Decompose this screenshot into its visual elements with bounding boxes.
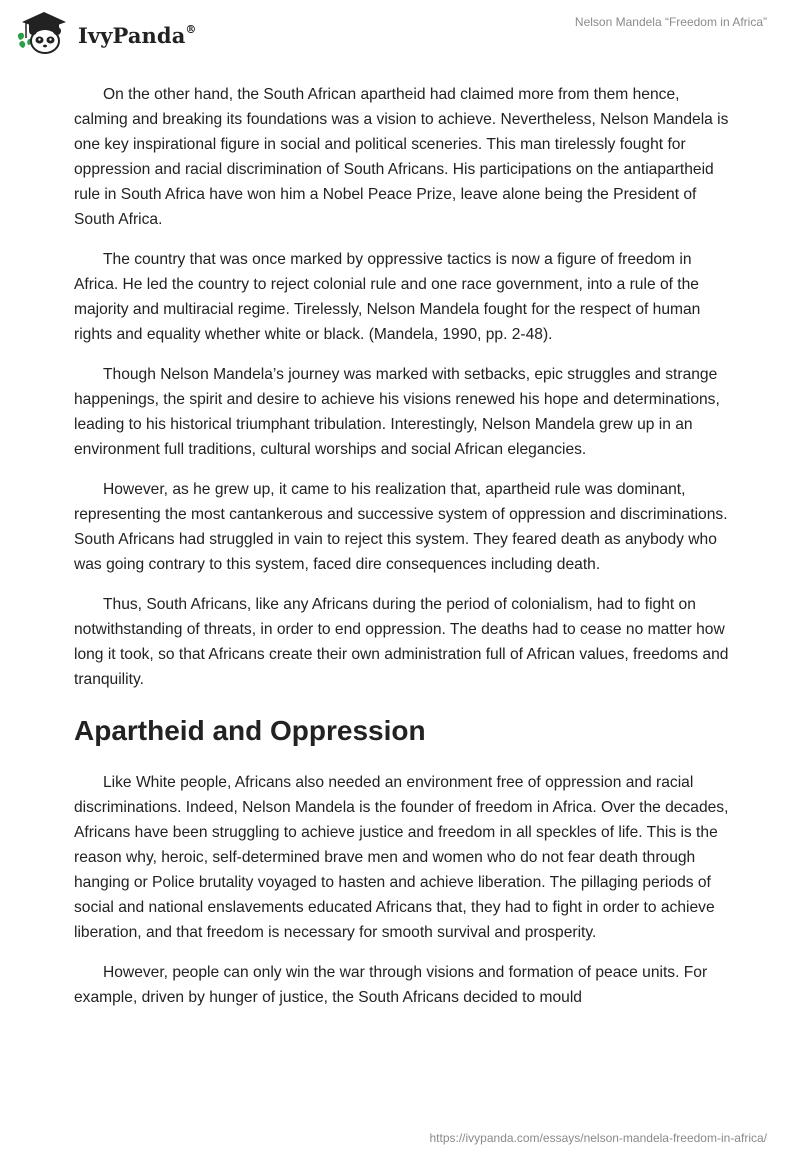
paragraph: Thus, South Africans, like any Africans during the period of colonialism, had to fight on notwithstanding of threats, in order to end oppression. The deaths had to cease no matter how long it took, so that Africans create their own administration full of African values, freedoms and tranquility. [74,596,729,688]
panda-graduate-icon [14,8,74,56]
paragraph: Though Nelson Mandela’s journey was marked with setbacks, epic struggles and strange happenings, the spirit and desire to achieve his visions renewed his hope and determinations, leading to his historical triumphant tribulation. Interestingly, Nelson Mandela grew up in an environment full traditions, cultural worships and social African elegancies. [74,366,720,458]
essay-body [74,82,734,1025]
ivypanda-logo[interactable] [14,8,197,56]
page-header [0,0,800,70]
brand-name: IvyPanda® [78,22,197,48]
paragraph: However, as he grew up, it came to his realization that, apartheid rule was dominant, representing the most cantankerous and successive system of oppression and discriminations. South Africans had struggled in vain to reject this system. They feared death as anybody who was going contrary to this system, faced dire consequences including death. [74,481,728,573]
source-url[interactable]: https://ivypanda.com/essays/nelson-mandela-freedom-in-africa/ [429,1131,767,1145]
paragraph: Like White people, Africans also needed an environment free of oppression and racial discriminations. Indeed, Nelson Mandela is the founder of freedom in Africa. Over the decades, Africans have been struggling to achieve justice and freedom in all speckles of life. This is the reason why, heroic, self-determined brave men and women who do not fear death through hanging or Police brutality voyaged to hasten and achieve liberation. The pillaging periods of social and national enslavements educated Africans that, they had to fight in order to achieve liberation, and that freedom is necessary for smooth survival and prosperity. [74,774,729,941]
paragraph: On the other hand, the South African apartheid had claimed more from them hence, calming and breaking its foundations was a vision to achieve. Nevertheless, Nelson Mandela is one key inspirational figure in social and political sceneries. This man tirelessly fought for oppression and racial discrimination of South Africans. His participations on the antiapartheid rule in South Africa have won him a Nobel Peace Prize, leave alone being the President of South Africa. [74,86,729,228]
paragraph: The country that was once marked by oppressive tactics is now a figure of freedom in Africa. He led the country to reject colonial rule and one race government, into a rule of the majority and multiracial regime. Tirelessly, Nelson Mandela fought for the respect of human rights and equality whether white or black. (Mandela, 1990, pp. 2-48). [74,251,701,343]
paragraph: However, people can only win the war through visions and formation of peace units. For example, driven by hunger of justice, the South Africans decided to mould [74,964,708,1006]
section-heading: Apartheid and Oppression [74,715,426,746]
document-title: Nelson Mandela “Freedom in Africa” [574,15,767,29]
